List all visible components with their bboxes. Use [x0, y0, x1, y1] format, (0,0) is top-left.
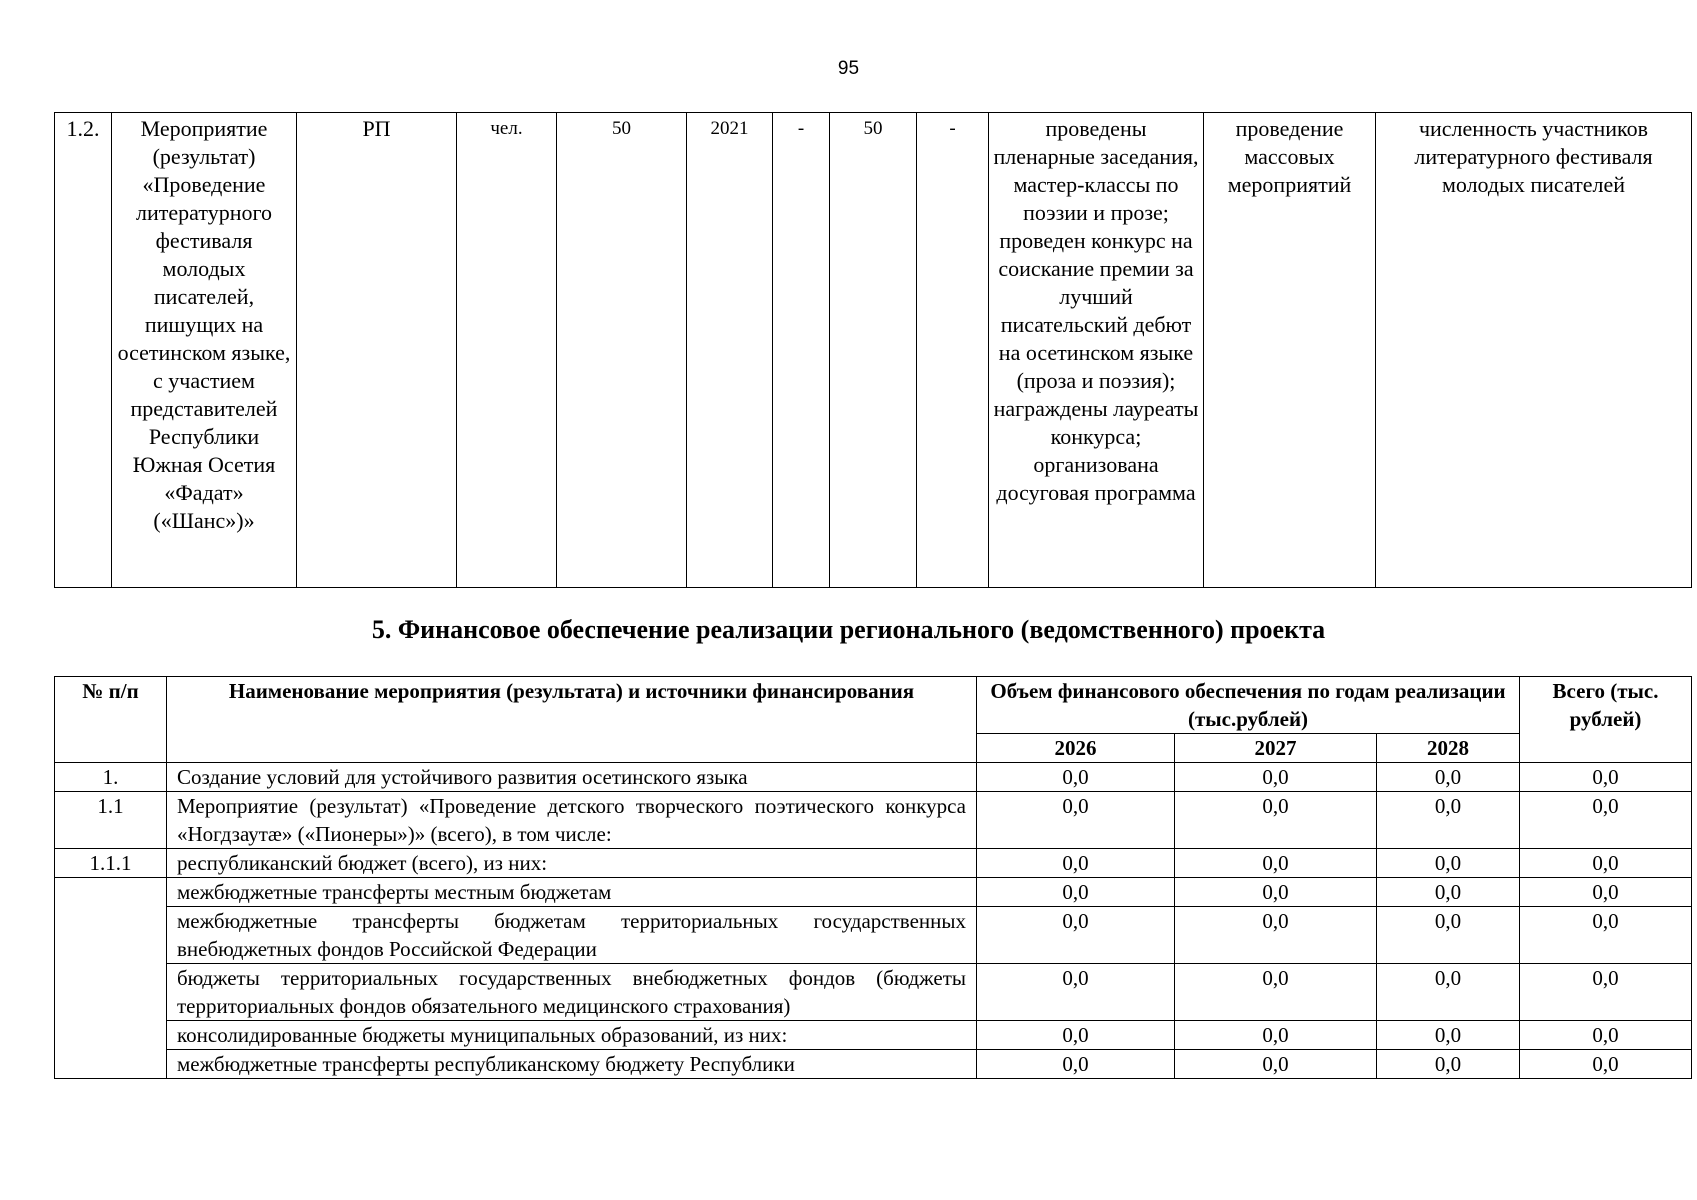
row-number: 1.2.: [55, 113, 112, 588]
row-name: консолидированные бюджеты муниципальных образований, из них:: [167, 1021, 977, 1050]
row-total: 0,0: [1520, 763, 1692, 792]
value-2028: -: [917, 113, 989, 588]
header-total: Всего (тыс. рублей): [1520, 677, 1692, 763]
row-2028: 0,0: [1377, 1050, 1520, 1079]
table-row: [55, 1021, 1692, 1050]
row-2028: 0,0: [1377, 763, 1520, 792]
results-table: [54, 112, 1692, 588]
row-2026: 0,0: [977, 878, 1175, 907]
row-name: республиканский бюджет (всего), из них:: [167, 849, 977, 878]
row-2026: 0,0: [977, 907, 1175, 964]
table-row: [55, 907, 1692, 964]
row-2027: 0,0: [1175, 849, 1377, 878]
row-name: бюджеты территориальных государственных внебюджетных фондов (бюджеты территориальных фондов обязательного медицинского страхования): [167, 964, 977, 1021]
header-name: Наименование мероприятия (результата) и источники финансирования: [167, 677, 977, 763]
row-2027: 0,0: [1175, 792, 1377, 849]
row-total: 0,0: [1520, 792, 1692, 849]
value-2027: 50: [830, 113, 917, 588]
row-name: Создание условий для устойчивого развития осетинского языка: [167, 763, 977, 792]
result-kind: проведение массовых мероприятий: [1204, 113, 1376, 588]
row-total: 0,0: [1520, 1021, 1692, 1050]
event-name: Мероприятие (результат) «Проведение литературного фестиваля молодых писателей, пишущих на осетинском языке, с участием представителей Республики Южная Осетия «Фадат» («Шанс»)»: [112, 113, 297, 588]
row-2026: 0,0: [977, 1050, 1175, 1079]
row-2028: 0,0: [1377, 849, 1520, 878]
table-row: [55, 763, 1692, 792]
row-2028: 0,0: [1377, 907, 1520, 964]
results-description: проведены пленарные заседания, мастер-классы по поэзии и прозе; проведен конкурс на соискание премии за лучший писательский дебют на осетинском языке (проза и поэзия); награждены лауреаты конкурса; организована досуговая программа: [989, 113, 1204, 588]
row-num-merged: [55, 878, 167, 1079]
unit: чел.: [457, 113, 557, 588]
header-year-2028: 2028: [1377, 734, 1520, 763]
header-num: № п/п: [55, 677, 167, 763]
row-2026: 0,0: [977, 849, 1175, 878]
row-num: 1.: [55, 763, 167, 792]
header-row: [55, 677, 1692, 734]
header-year-2026: 2026: [977, 734, 1175, 763]
page-number: 95: [837, 58, 860, 79]
row-name: межбюджетные трансферты местным бюджетам: [167, 878, 977, 907]
row-2027: 0,0: [1175, 964, 1377, 1021]
row-total: 0,0: [1520, 964, 1692, 1021]
table-row: [55, 792, 1692, 849]
table-row: [55, 1050, 1692, 1079]
row-num: 1.1.1: [55, 849, 167, 878]
row-2026: 0,0: [977, 763, 1175, 792]
row-2028: 0,0: [1377, 964, 1520, 1021]
row-total: 0,0: [1520, 849, 1692, 878]
finance-table: [54, 676, 1692, 1079]
row-num: 1.1: [55, 792, 167, 849]
table-row: [55, 878, 1692, 907]
row-2027: 0,0: [1175, 1021, 1377, 1050]
table-row: [55, 113, 1692, 588]
row-2027: 0,0: [1175, 878, 1377, 907]
row-2027: 0,0: [1175, 907, 1377, 964]
row-2027: 0,0: [1175, 1050, 1377, 1079]
value-2026: -: [773, 113, 830, 588]
indicator: численность участников литературного фестиваля молодых писателей: [1376, 113, 1692, 588]
row-name: Мероприятие (результат) «Проведение детского творческого поэтического конкурса «Ногдзаутæ» («Пионеры»)» (всего), в том числе:: [167, 792, 977, 849]
row-name: межбюджетные трансферты республиканскому бюджету Республики: [167, 1050, 977, 1079]
row-name: межбюджетные трансферты бюджетам территориальных государственных внебюджетных фондов Российской Федерации: [167, 907, 977, 964]
base-value: 50: [557, 113, 687, 588]
table-row: [55, 964, 1692, 1021]
row-2028: 0,0: [1377, 792, 1520, 849]
row-2026: 0,0: [977, 964, 1175, 1021]
row-2028: 0,0: [1377, 1021, 1520, 1050]
row-2026: 0,0: [977, 1021, 1175, 1050]
header-volume: Объем финансового обеспечения по годам реализации (тыс.рублей): [977, 677, 1520, 734]
section-title: 5. Финансовое обеспечение реализации регионального (ведомственного) проекта: [371, 615, 1326, 644]
row-total: 0,0: [1520, 907, 1692, 964]
header-year-2027: 2027: [1175, 734, 1377, 763]
row-2028: 0,0: [1377, 878, 1520, 907]
row-2026: 0,0: [977, 792, 1175, 849]
base-year: 2021: [687, 113, 773, 588]
row-2027: 0,0: [1175, 763, 1377, 792]
row-total: 0,0: [1520, 878, 1692, 907]
table-row: [55, 849, 1692, 878]
row-total: 0,0: [1520, 1050, 1692, 1079]
event-type: РП: [297, 113, 457, 588]
